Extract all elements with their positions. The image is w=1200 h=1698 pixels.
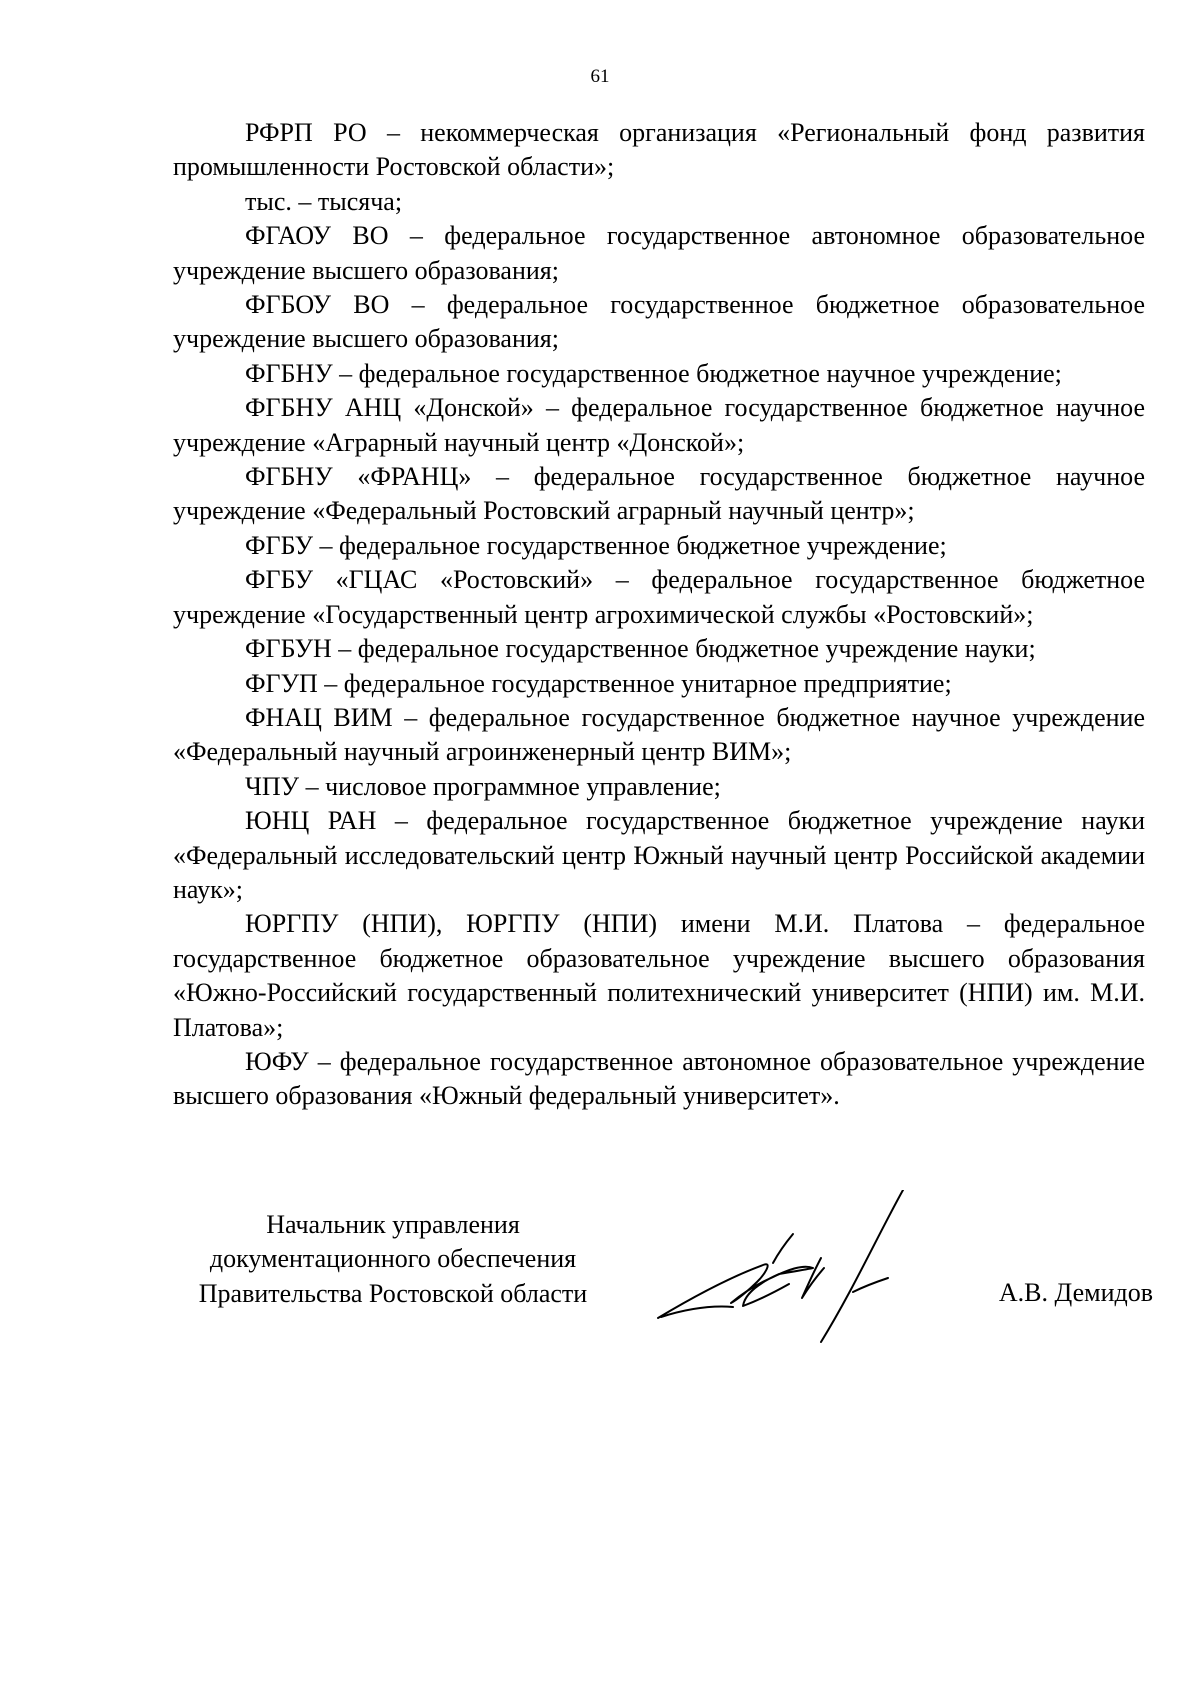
abbreviation-entry: ФГБОУ ВО – федеральное государственное бюджетное образовательное учреждение высшего образования; [173, 290, 1145, 354]
signatory-title [173, 1208, 613, 1311]
abbreviation-entry: ФГБУ «ГЦАС «Ростовский» – федеральное государственное бюджетное учреждение «Государственный центр агрохимической службы «Ростовский»; [173, 565, 1145, 629]
abbreviation-entry: ЮФУ – федеральное государственное автономное образовательное учреждение высшего образования «Южный федеральный университет». [173, 1046, 1145, 1111]
abbreviation-entry: ФГБУН – федеральное государственное бюджетное учреждение науки; [245, 634, 1036, 664]
signatory-name: А.В. Демидов [998, 1278, 1153, 1307]
abbreviation-entry: тыс. – тысяча; [245, 186, 403, 216]
signatory-title-line: Начальник управления [266, 1210, 520, 1239]
abbreviation-entry: ФГБУ – федеральное государственное бюджетное учреждение; [245, 530, 947, 560]
signatory-title-line: Правительства Ростовской области [198, 1278, 588, 1308]
signatory-title-line: документационного обеспечения [209, 1244, 577, 1274]
abbreviation-entry: ЧПУ – числовое программное управление; [245, 771, 721, 801]
abbreviations-list [173, 116, 1145, 1114]
abbreviation-entry: ФНАЦ ВИМ – федеральное государственное бюджетное научное учреждение «Федеральный научный агроинженерный центр ВИМ»; [173, 702, 1145, 767]
abbreviation-entry: РФРП РО – некоммерческая организация «Региональный фонд развития промышленности Ростовской области»; [173, 118, 1145, 182]
signature-block [173, 1208, 1153, 1348]
abbreviation-entry: ФГУП – федеральное государственное унитарное предприятие; [245, 668, 952, 698]
page-number: 61 [590, 66, 610, 87]
handwritten-signature-icon [653, 1190, 923, 1360]
abbreviation-entry: ЮНЦ РАН – федеральное государственное бюджетное учреждение науки «Федеральный исследовательский центр Южный научный центр Российской академии наук»; [173, 806, 1145, 904]
abbreviation-entry: ЮРГПУ (НПИ), ЮРГПУ (НПИ) имени М.И. Платова – федеральное государственное бюджетное образовательное учреждение высшего образования «Южно-Российский государственный политехнический университет (НПИ) им. М.И. Платова»; [173, 909, 1145, 1042]
abbreviation-entry: ФГБНУ – федеральное государственное бюджетное научное учреждение; [245, 358, 1062, 388]
abbreviation-entry: ФГАОУ ВО – федеральное государственное автономное образовательное учреждение высшего образования; [173, 221, 1145, 285]
abbreviation-entry: ФГБНУ АНЦ «Донской» – федеральное государственное бюджетное научное учреждение «Аграрный научный центр «Донской»; [173, 393, 1145, 457]
abbreviation-entry: ФГБНУ «ФРАНЦ» – федеральное государственное бюджетное научное учреждение «Федеральный Ростовский аграрный научный центр»; [173, 462, 1145, 526]
